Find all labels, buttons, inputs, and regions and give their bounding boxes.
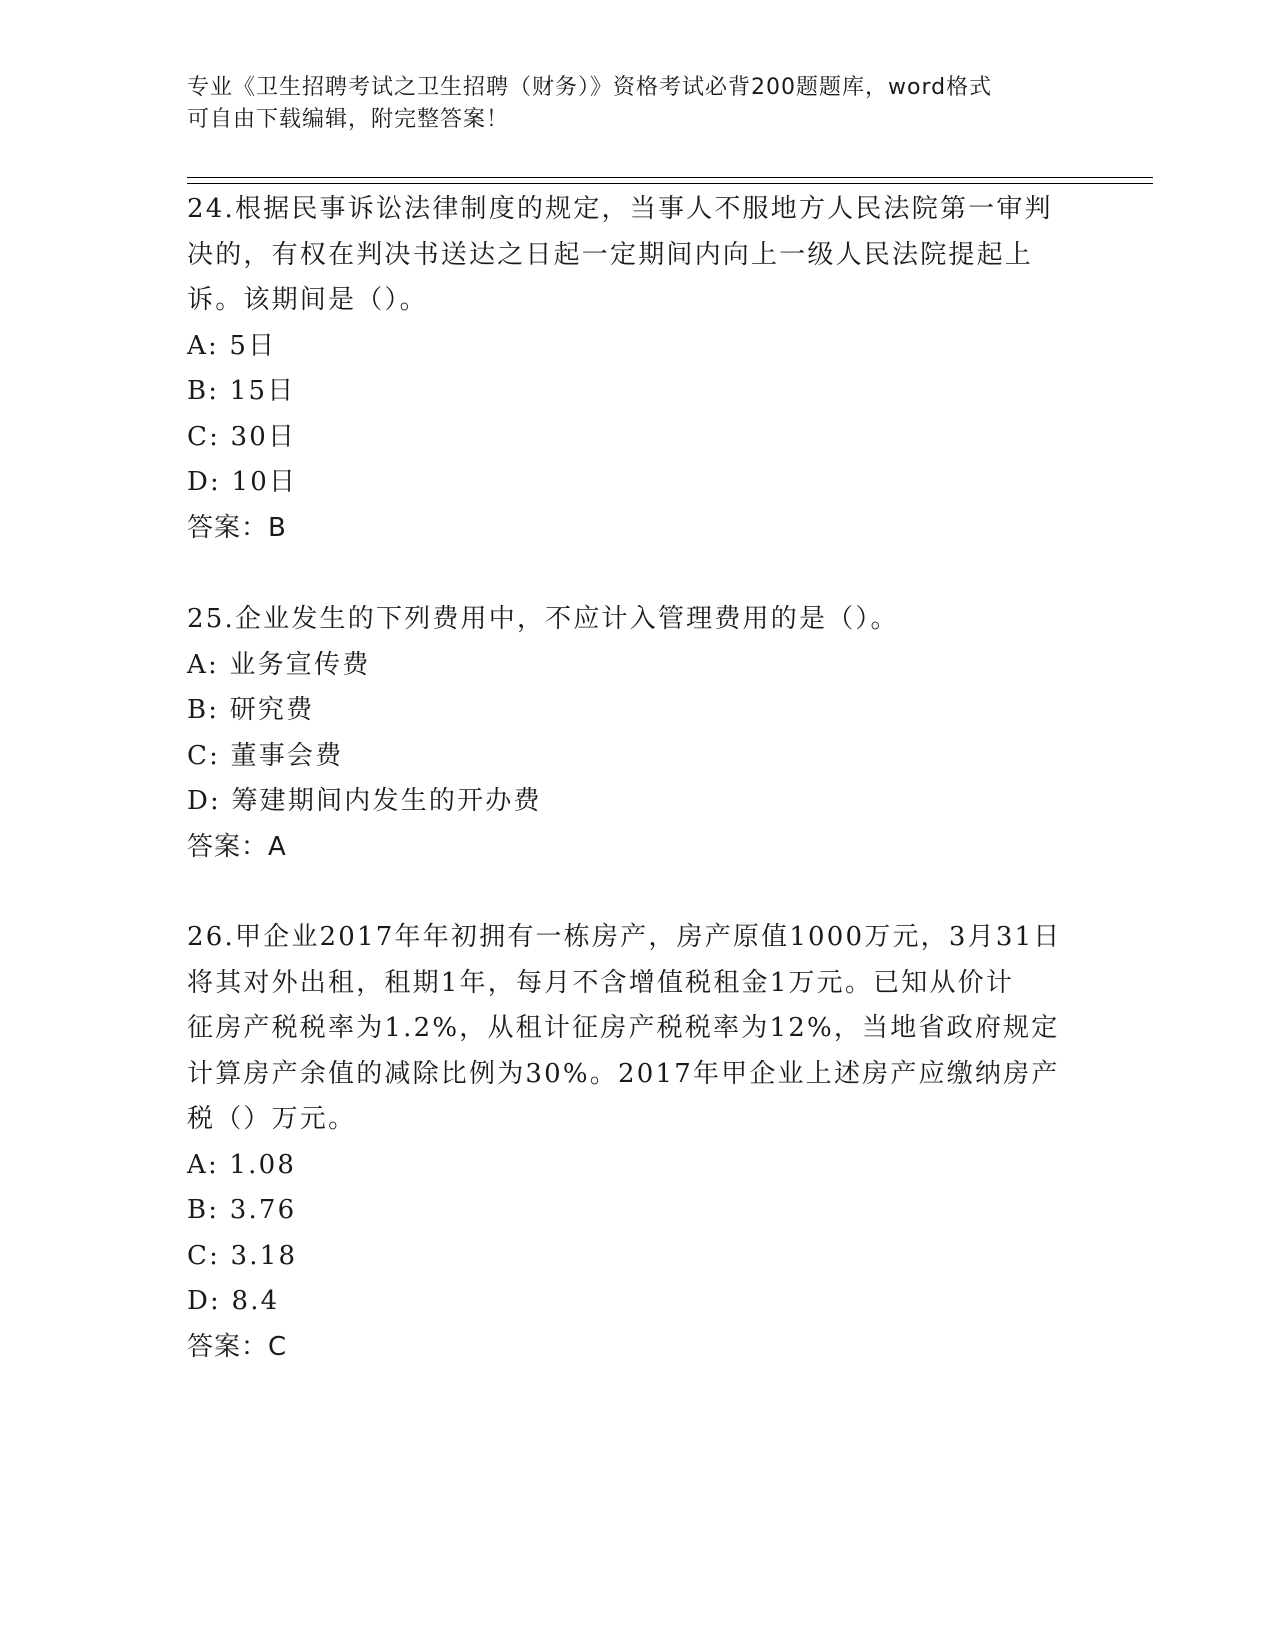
- question-24: [187, 187, 1087, 551]
- option-b: B: 15日: [187, 376, 296, 406]
- option-b: B: 3.76: [187, 1195, 297, 1225]
- answer-label: 答案：A: [187, 831, 287, 862]
- answer-label: 答案：B: [187, 512, 287, 543]
- header-line-2: 可自由下载编辑，附完整答案！: [187, 107, 510, 132]
- question-line: 税（）万元。: [187, 1104, 357, 1134]
- header-divider-bottom: [187, 183, 1153, 184]
- question-line: 诉。该期间是（）。: [187, 285, 428, 315]
- header-divider-top: [187, 177, 1153, 178]
- answer-label: 答案：C: [187, 1331, 288, 1362]
- option-b: B: 研究费: [187, 695, 315, 725]
- question-line: 25.企业发生的下列费用中，不应计入管理费用的是（）。: [187, 604, 899, 634]
- question-line: 26.甲企业2017年年初拥有一栋房产，房产原值1000万元，3月31日: [187, 922, 1062, 952]
- option-c: C: 3.18: [187, 1240, 298, 1271]
- question-line: 决的，有权在判决书送达之日起一定期间内向上一级人民法院提起上: [187, 239, 1034, 270]
- question-text: [187, 597, 1087, 643]
- question-line: 将其对外出租，租期1年，每月不含增值税租金1万元。已知从价计: [187, 967, 1015, 998]
- option-d: D: 筹建期间内发生的开办费: [187, 786, 542, 816]
- option-c: C: 30日: [187, 421, 297, 452]
- question-text: [187, 187, 1087, 324]
- question-line: 24.根据民事诉讼法律制度的规定，当事人不服地方人民法院第一审判: [187, 194, 1053, 224]
- option-a: A: 5日: [187, 330, 277, 361]
- question-line: 征房产税税率为1.2%，从租计征房产税税率为12%，当地省政府规定: [187, 1013, 1060, 1043]
- option-c: C: 董事会费: [187, 740, 344, 771]
- question-26: [187, 915, 1087, 1370]
- option-a: A: 业务宣传费: [187, 649, 371, 680]
- header-line-1: 专业《卫生招聘考试之卫生招聘（财务）》资格考试必背200题题库，word格式: [187, 75, 993, 100]
- question-25: [187, 597, 1087, 870]
- document-header: [187, 72, 1067, 136]
- option-d: D: 8.4: [187, 1286, 280, 1316]
- option-a: A: 1.08: [187, 1149, 297, 1180]
- question-text: [187, 915, 1087, 1143]
- question-line: 计算房产余值的减除比例为30%。2017年甲企业上述房产应缴纳房产: [187, 1058, 1060, 1089]
- option-d: D: 10日: [187, 467, 298, 497]
